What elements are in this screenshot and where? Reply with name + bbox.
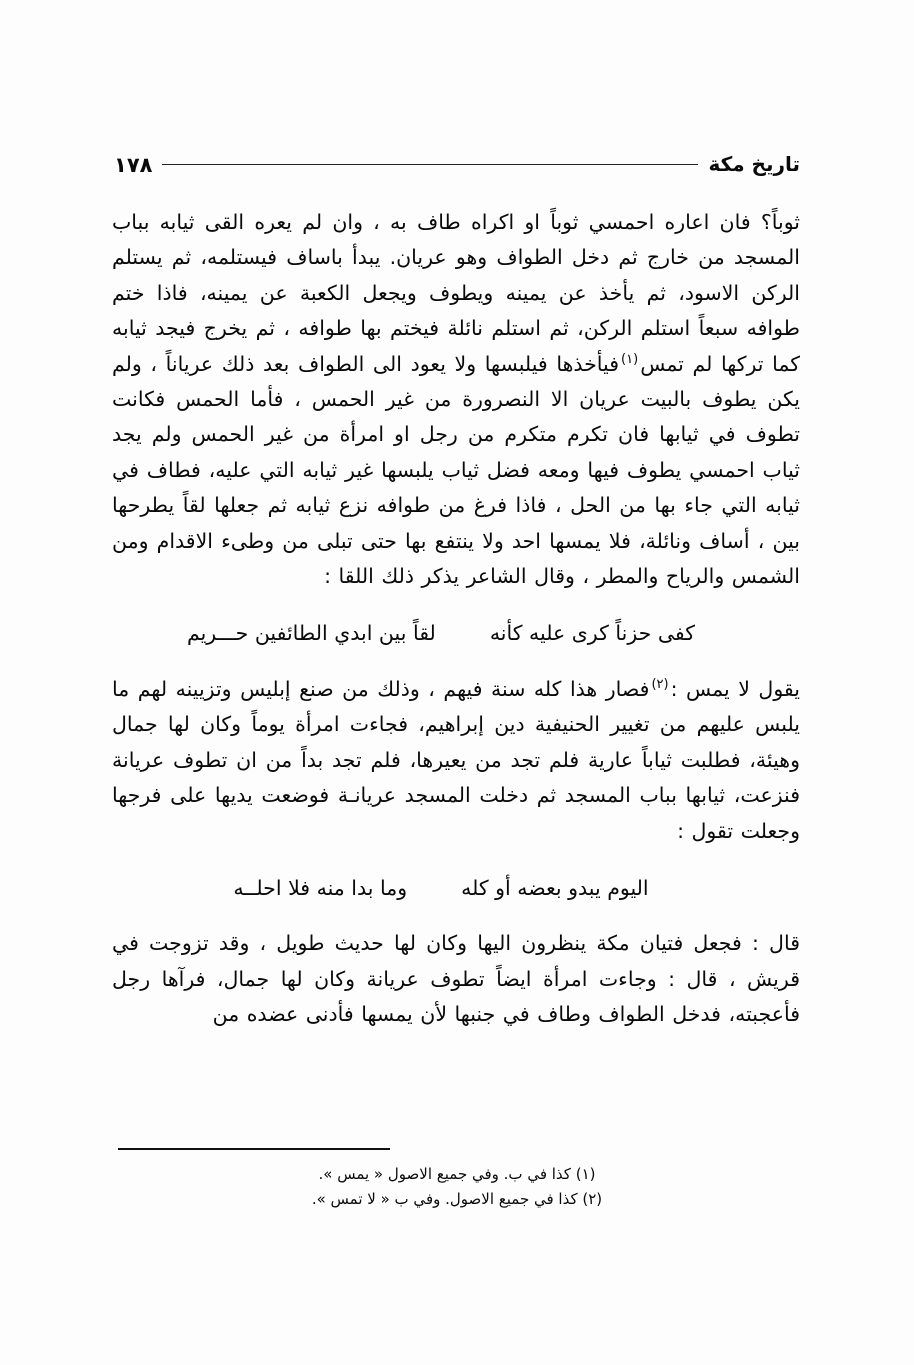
running-head [114,148,800,182]
paragraph-1-text-b: فيأخذها فيلبسها ولا يعود الى الطواف بعد ذلك عرياناً ، ولم يكن يطوف بالبيت عريان الا النصرورة من غير الحمس ، فأما الحمس فكانت تطوف في ثيابها فان تكرم متكرم من رجل او امرأة من غير الحمس ولم يجد ثياب احمسي يطوف فيها ومعه فضل ثياب يلبسها غير ثيابه التي عليه، فطاف في ثيابه التي جاء بها من الحل ، فاذا فرغ من طوافه نزع ثيابه ثم جعلها لقاً يطرحها بين ، أساف ونائلة، فلا يمسها احد ولا ينتفع بها حتى تبلى من وطىء الاقدام ومن الشمس والرياح والمطر ، وقال الشاعر يذكر ذلك اللقا : [112,351,800,589]
footnote-separator-rule [118,1148,390,1150]
verse-line-2 [112,871,800,906]
verse-2-hemistich-right: اليوم يبدو بعضه أو كله [461,875,649,900]
paragraph-2 [112,672,800,849]
paragraph-2-text-a: يقول لا يمس : [670,676,800,701]
page-number: ١٧٨ [114,153,153,177]
verse-1-hemistich-right: كفى حزناً كرى عليه كأنه [489,621,696,646]
verse-1-hemistich-left: لقاً بين ابدي الطائفين حـــريم [186,621,436,646]
running-head-rule [162,164,698,165]
verse-line-1 [112,616,800,651]
body-text-block [112,205,800,1033]
footnote-list [114,1162,800,1212]
footnote-item-1: (١) كذا في ب. وفي جميع الاصول « يمس ». [318,1165,596,1183]
running-head-title: تاريخ مكة [708,152,800,176]
footnote-section [114,1148,800,1212]
footnote-item-2: (٢) كذا في جميع الاصول. وفي ب « لا تمس ». [311,1190,603,1208]
footnote-rule-wrap [114,1148,800,1150]
footnote-ref-1[interactable]: (١) [621,351,639,367]
paragraph-2-text-b: فصار هذا كله سنة فيهم ، وذلك من صنع إبليس وتزيينه لهم ما يلبس عليهم من تغيير الحنيفية دين إبراهيم، فجاءت امرأة يوماً وكان لها جمال وهيئة، فطلبت ثياباً عارية فلم تجد من يعيرها، فلم تجد بداً من ان تطوف عريانة فنزعت، ثيابها بباب المسجد ثم دخلت المسجد عريانـة فوضعت يديها على فرجها وجعلت تقول : [112,676,800,843]
verse-2-hemistich-left: وما بدا منه فلا احلــه [233,875,408,900]
paragraph-1 [112,205,800,594]
paragraph-3: قال : فجعل فتيان مكة ينظرون اليها وكان لها حديث طويل ، وقد تزوجت في قريش ، قال : وجاءت امرأة ايضاً تطوف عريانة وكان لها جمال، فرآها رجل فأعجبته، فدخل الطواف وطاف في جنبها لأن يمسها فأدنى عضده من [112,931,800,1027]
footnote-ref-2[interactable]: (٢) [651,677,669,693]
paragraph-1-text-a: ثوباً؟ فان اعاره احمسي ثوباً او اكراه طاف به ، وان لم يعره القى ثيابه بباب المسجد من خارج ثم دخل الطواف وهو عريان. يبدأ باساف فيستلمه، ثم يستلم الركن الاسود، ثم يأخذ عن يمينه ويطوف ويجعل الكعبة عن يمينه، فاذا ختم طوافه سبعاً استلم الركن، ثم استلم نائلة فيختم بها طوافه ، ثم يخرج فيجد ثيابه كما تركها لم تمس [112,210,800,376]
